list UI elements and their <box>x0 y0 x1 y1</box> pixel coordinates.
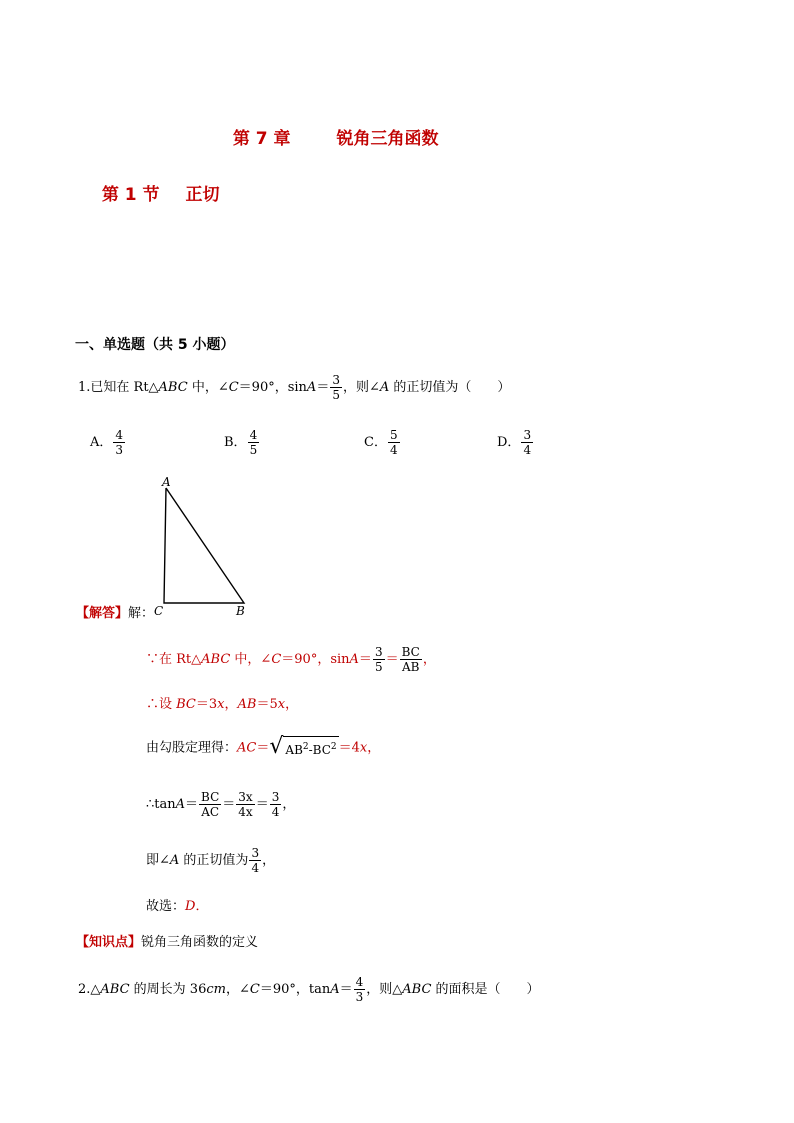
vertex-c-label: C <box>154 604 164 618</box>
solution-line-6: 故选：D． <box>146 899 209 914</box>
triangle-figure <box>148 472 258 622</box>
sqrt-expression: √ $AB^2-BC^2$ <box>269 734 337 759</box>
solution-line-2: ∴设 BC＝3x，AB＝5x， <box>146 697 299 712</box>
part-heading: 一、单选题（共 5 小题） <box>75 337 235 353</box>
section-name: 正切 <box>185 185 220 205</box>
section-number: 第 1 节 <box>101 185 160 205</box>
option-c: C． $\frac{5}{4}$ <box>364 428 398 457</box>
chapter-title <box>221 104 439 149</box>
chapter-number: 第 7 章 <box>232 129 291 149</box>
section-title <box>90 160 220 205</box>
question-2: 2.△ABC 的周长为 36cm，∠C＝90°，tanA＝ $\frac{4}{3}$ ，则△ABC 的面积是（ ） <box>78 975 540 1004</box>
question-1: 1.已知在 Rt△ABC 中，∠C＝90°，sinA＝ $\frac{3}{5}$ ，则∠A 的正切值为（ ） <box>78 373 511 402</box>
triangle-shape <box>164 488 244 603</box>
solution-line-5: 即∠A 的正切值为 $\frac{3}{4}$ ， <box>146 846 276 875</box>
knowledge-point: 【知识点】锐角三角函数的定义 <box>76 935 259 950</box>
vertex-a-label: A <box>162 475 171 489</box>
option-a: A． $\frac{4}{3}$ <box>90 428 124 457</box>
answer-tag: 【解答】解： <box>76 606 155 621</box>
fraction: $\frac{3}{5}$ <box>332 373 340 402</box>
vertex-b-label: B <box>236 604 245 618</box>
solution-line-4: ∴tanA＝ $\frac{BC}{AC}$ ＝ $\frac{3x}{4x}$ ＝ $\frac{3}{4}$ ， <box>146 790 296 819</box>
option-d: D． $\frac{3}{4}$ <box>497 428 532 457</box>
solution-line-1: ∵在 Rt△ABC 中，∠C＝90°，sinA＝ $\frac{3}{5}$ ＝ $\frac{BC}{AB}$ ， <box>146 645 436 674</box>
chapter-name: 锐角三角函数 <box>336 129 439 149</box>
solution-line-3: 由勾股定理得：AC＝ √ $AB^2-BC^2$ ＝4x， <box>146 734 381 759</box>
option-b: B． $\frac{4}{5}$ <box>224 428 258 457</box>
